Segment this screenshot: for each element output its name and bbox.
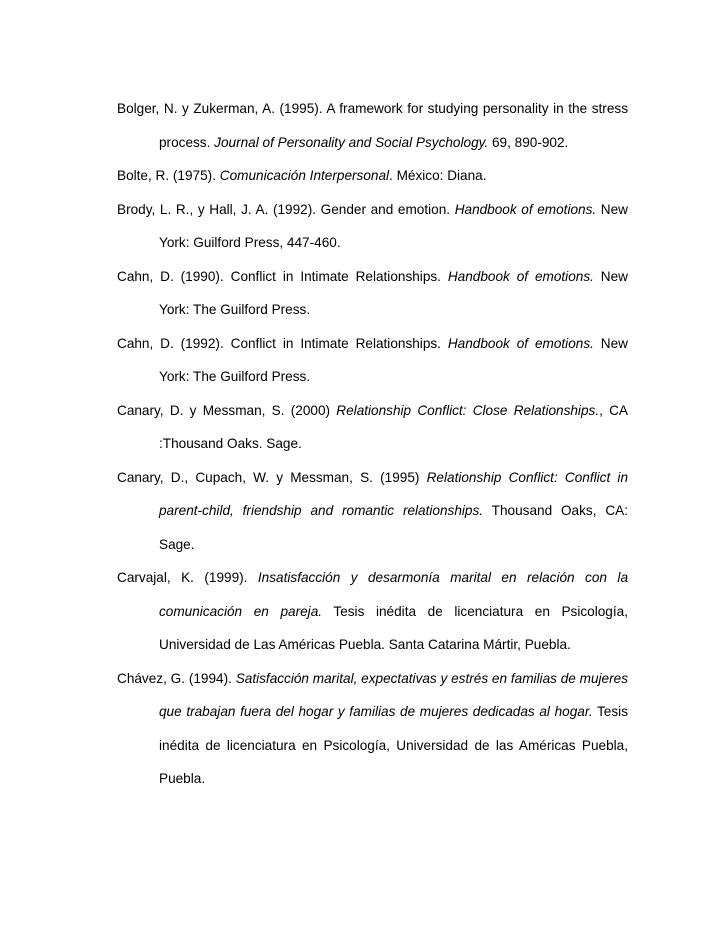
reference-entry: Brody, L. R., y Hall, J. A. (1992). Gender and emotion. Handbook of emotions. New York: Guilford Press, 447-460. <box>117 201 628 250</box>
reference-entry: Cahn, D. (1990). Conflict in Intimate Relationships. Handbook of emotions. New York: The Guilford Press. <box>117 268 628 317</box>
reference-entry: Cahn, D. (1992). Conflict in Intimate Relationships. Handbook of emotions. New York: The Guilford Press. <box>117 335 628 384</box>
reference-entry: Chávez, G. (1994). Satisfacción marital, expectativas y estrés en familias de mujeres que trabajan fuera del hogar y familias de mujeres dedicadas al hogar. Tesis inédita de licenciatura en Psicología, Universidad de las Américas Puebla, Puebla. <box>117 670 628 786</box>
reference-entry: Bolger, N. y Zukerman, A. (1995). A framework for studying personality in the stress process. Journal of Personality and Social Psychology. 69, 890-902. <box>117 101 628 150</box>
reference-entry: Carvajal, K. (1999). Insatisfacción y desarmonía marital en relación con la comunicación en pareja. Tesis inédita de licenciatura en Psicología, Universidad de Las Américas Puebla. Santa Catarina Mártir, Puebla. <box>117 570 628 652</box>
reference-entry: Bolte, R. (1975). Comunicación Interpersonal. México: Diana. <box>117 168 487 183</box>
reference-entry: Canary, D. y Messman, S. (2000) Relationship Conflict: Close Relationships., CA :Thousand Oaks. Sage. <box>117 402 628 451</box>
reference-entry: Canary, D., Cupach, W. y Messman, S. (1995) Relationship Conflict: Conflict in parent-child, friendship and romantic relationships. Thousand Oaks, CA: Sage. <box>117 469 629 552</box>
